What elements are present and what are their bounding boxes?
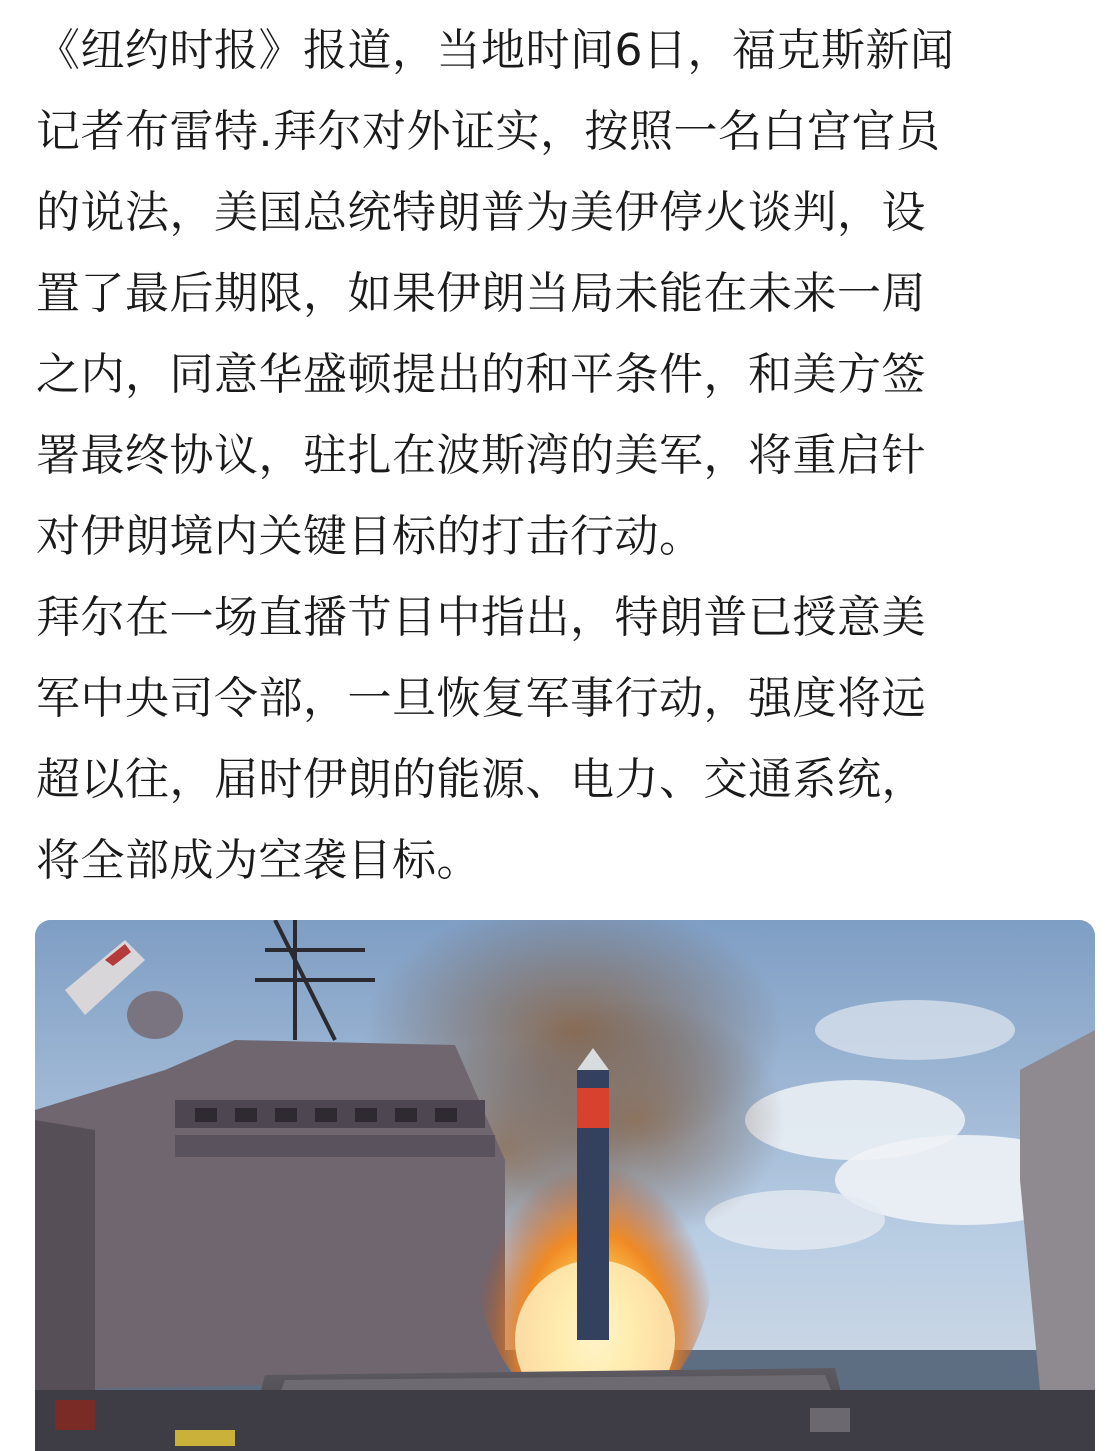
text-line: 拜尔在一场直播节目中指出，特朗普已授意美 xyxy=(36,592,926,643)
text-line: 置了最后期限，如果伊朗当局未能在未来一周 xyxy=(36,268,926,319)
text-line: 的说法，美国总统特朗普为美伊停火谈判，设 xyxy=(36,187,926,238)
missile-launch-photo xyxy=(35,920,1095,1451)
text-line: 将全部成为空袭目标。 xyxy=(36,835,481,886)
text-line: 记者布雷特.拜尔对外证实，按照一名白宫官员 xyxy=(36,106,941,157)
text-line: 对伊朗境内关键目标的打击行动。 xyxy=(36,511,704,562)
article-paragraph-1 xyxy=(36,10,1076,577)
text-line: 超以往，届时伊朗的能源、电力、交通系统， xyxy=(36,754,926,805)
article-body xyxy=(36,10,1076,901)
text-line: 军中央司令部，一旦恢复军事行动，强度将远 xyxy=(36,673,926,724)
text-line: 《纽约时报》报道，当地时间6日，福克斯新闻 xyxy=(36,25,955,76)
article-photo[interactable] xyxy=(35,920,1095,1451)
text-line: 之内，同意华盛顿提出的和平条件，和美方签 xyxy=(36,349,926,400)
text-line: 署最终协议，驻扎在波斯湾的美军，将重启针 xyxy=(36,430,926,481)
article-paragraph-2 xyxy=(36,577,1076,901)
